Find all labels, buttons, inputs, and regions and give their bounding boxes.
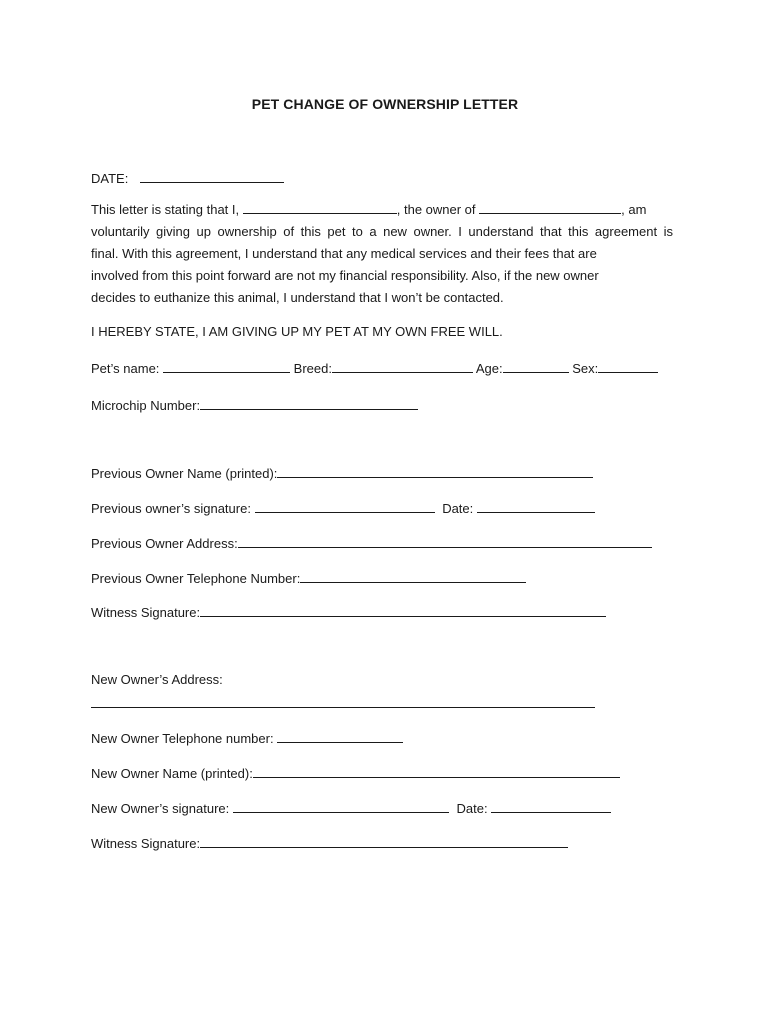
new-owner-address-label: New Owner’s Address: <box>91 672 223 687</box>
previous-owner-name-row <box>91 463 593 481</box>
previous-owner-address-label: Previous Owner Address: <box>91 536 238 551</box>
previous-owner-phone-row <box>91 568 526 586</box>
microchip-label: Microchip Number: <box>91 398 201 413</box>
sex-label: Sex: <box>572 361 599 376</box>
previous-owner-date-blank[interactable] <box>477 498 595 513</box>
new-owner-address-blank[interactable] <box>91 693 595 708</box>
previous-owner-address-blank[interactable] <box>238 533 652 548</box>
microchip-blank[interactable] <box>200 395 418 410</box>
previous-witness-row <box>91 602 606 620</box>
breed-blank[interactable] <box>332 358 473 373</box>
previous-owner-signature-row <box>91 498 595 516</box>
page-title: PET CHANGE OF OWNERSHIP LETTER <box>251 96 519 112</box>
previous-owner-signature-label: Previous owner’s signature: <box>91 501 251 516</box>
new-owner-phone-label: New Owner Telephone number: <box>91 731 274 746</box>
date-label: DATE: <box>91 171 129 186</box>
age-label: Age: <box>475 361 503 376</box>
new-witness-row <box>91 833 568 851</box>
previous-owner-date-label: Date: <box>442 501 474 516</box>
new-owner-date-label: Date: <box>456 801 488 816</box>
declaration: I HEREBY STATE, I AM GIVING UP MY PET AT MY OWN FREE WILL. <box>91 324 503 339</box>
previous-owner-name-label: Previous Owner Name (printed): <box>91 466 278 481</box>
pet-details-row <box>91 358 658 376</box>
previous-witness-blank[interactable] <box>200 602 606 617</box>
previous-witness-label: Witness Signature: <box>91 605 201 620</box>
previous-owner-phone-label: Previous Owner Telephone Number: <box>91 571 301 586</box>
statement-part-3: , am <box>621 202 647 217</box>
new-owner-signature-row <box>91 798 611 816</box>
statement-part-2: , the owner of <box>396 202 476 217</box>
date-blank[interactable] <box>140 168 284 183</box>
new-owner-signature-label: New Owner’s signature: <box>91 801 230 816</box>
previous-owner-name-blank[interactable] <box>277 463 593 478</box>
pet-description-blank[interactable] <box>479 199 621 214</box>
statement-part-1: This letter is stating that I, <box>91 202 240 217</box>
new-owner-phone-row <box>91 728 403 746</box>
breed-label: Breed: <box>293 361 332 376</box>
statement-line-4: involved from this point forward are not my financial responsibility. Also, if the new owner <box>91 268 599 283</box>
new-owner-signature-blank[interactable] <box>233 798 449 813</box>
sex-blank[interactable] <box>598 358 658 373</box>
new-owner-phone-blank[interactable] <box>277 728 403 743</box>
previous-owner-address-row <box>91 533 652 551</box>
pet-name-blank[interactable] <box>163 358 290 373</box>
statement-line-3: final. With this agreement, I understand that any medical services and their fees that are <box>91 246 597 261</box>
age-blank[interactable] <box>503 358 569 373</box>
microchip-row <box>91 395 418 413</box>
new-witness-label: Witness Signature: <box>91 836 201 851</box>
owner-name-blank[interactable] <box>243 199 397 214</box>
statement-paragraph <box>91 199 673 309</box>
new-owner-name-row <box>91 763 620 781</box>
statement-line-2: voluntarily giving up ownership of this pet to a new owner. I understand that this agreement is <box>91 224 673 239</box>
new-owner-name-blank[interactable] <box>253 763 620 778</box>
previous-owner-signature-blank[interactable] <box>255 498 435 513</box>
statement-line-5: decides to euthanize this animal, I understand that I won’t be contacted. <box>91 290 504 305</box>
pet-name-label: Pet’s name: <box>91 361 160 376</box>
statement-line-1 <box>91 199 673 221</box>
date-row <box>91 168 284 186</box>
new-owner-date-blank[interactable] <box>491 798 611 813</box>
new-witness-blank[interactable] <box>200 833 568 848</box>
previous-owner-phone-blank[interactable] <box>300 568 526 583</box>
new-owner-name-label: New Owner Name (printed): <box>91 766 253 781</box>
